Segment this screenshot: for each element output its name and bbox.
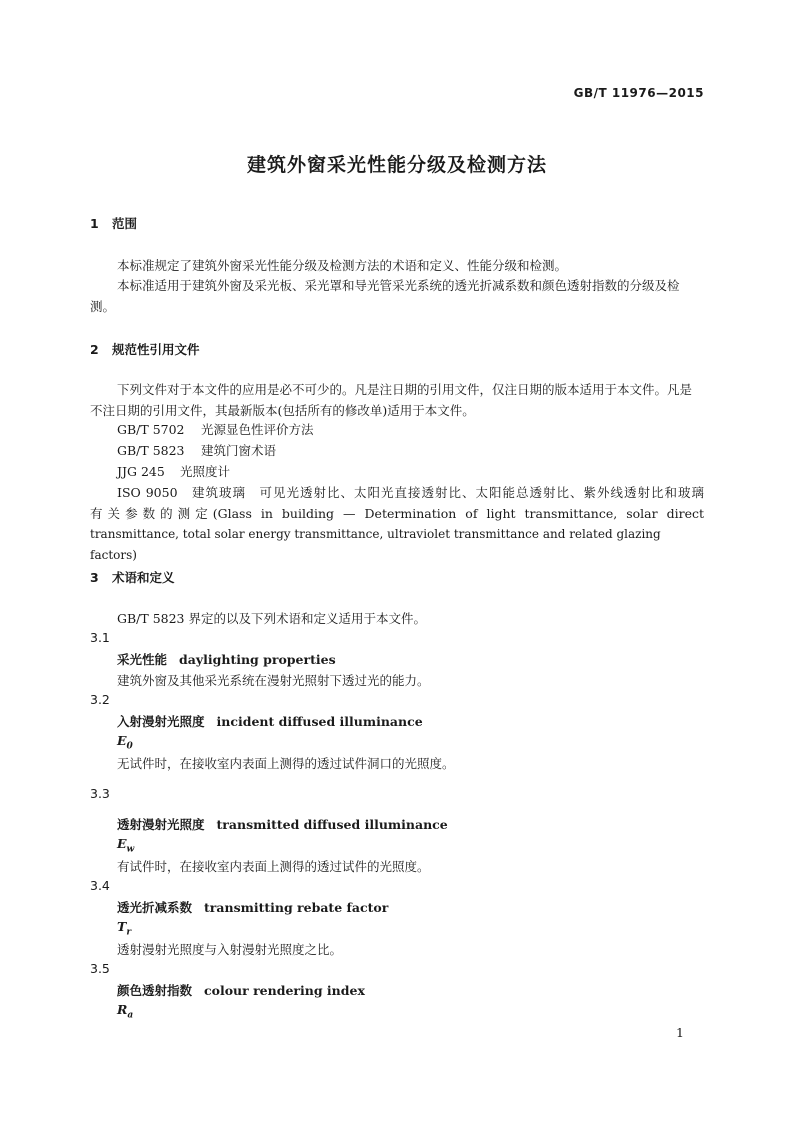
term-symbol: [117, 733, 133, 752]
symbol-subscript: 0: [126, 741, 133, 752]
standard-code: GB/T 11976—2015: [573, 86, 704, 100]
reference-title: 建筑门窗术语: [201, 443, 277, 458]
reference-title: 光源显色性评价方法: [201, 422, 314, 437]
term-zh: 采光性能: [117, 652, 168, 667]
reference-title: 光照度计: [180, 464, 231, 479]
paragraph: GB/T 5823 界定的以及下列术语和定义适用于本文件。: [117, 611, 426, 626]
term-definition: 透射漫射光照度与入射漫射光照度之比。: [117, 942, 343, 957]
reference-iso-line: 有关参数的测定(Glass in building — Determination of light transmittance, solar direct: [90, 506, 704, 521]
section-number: 1: [90, 216, 99, 231]
section-number: 3: [90, 570, 99, 585]
section-number: 2: [90, 342, 99, 357]
symbol-subscript: r: [126, 927, 132, 938]
symbol-letter: R: [117, 1002, 128, 1017]
term-zh: 颜色透射指数: [117, 983, 193, 998]
term-en: colour rendering index: [204, 983, 365, 998]
term-zh: 透光折减系数: [117, 900, 193, 915]
term-zh: 透射漫射光照度: [117, 817, 205, 832]
term-definition: 建筑外窗及其他采光系统在漫射光照射下透过光的能力。: [117, 673, 430, 688]
term-heading: [117, 981, 365, 999]
paragraph: 本标准适用于建筑外窗及采光板、采光罩和导光管采光系统的透光折减系数和颜色透射指数的分级及检测。: [90, 278, 680, 314]
section-1-heading: [90, 214, 137, 232]
section-2-heading: [90, 340, 200, 358]
term-heading: [117, 898, 388, 916]
reference-code: GB/T 5702: [117, 422, 185, 437]
term-number: 3.5: [90, 961, 110, 976]
term-number: 3.4: [90, 878, 110, 893]
term-symbol: [117, 836, 134, 855]
paragraph: 下列文件对于本文件的应用是必不可少的。凡是注日期的引用文件，仅注日期的版本适用于本文件。凡是不注日期的引用文件，其最新版本(包括所有的修改单)适用于本文件。: [90, 382, 693, 418]
reference-iso-line: ISO 9050 建筑玻璃 可见光透射比、太阳光直接透射比、太阳能总透射比、紫外线透射比和玻璃: [117, 485, 704, 500]
term-zh: 入射漫射光照度: [117, 714, 205, 729]
term-en: incident diffused illuminance: [216, 714, 423, 729]
term-heading: [117, 712, 423, 730]
reference-code: GB/T 5823: [117, 443, 185, 458]
reference-code: JJG 245: [117, 464, 165, 479]
section-title: 规范性引用文件: [112, 342, 200, 357]
term-symbol: [117, 1002, 133, 1021]
term-heading: [117, 650, 336, 668]
symbol-subscript: a: [127, 1010, 134, 1021]
term-en: daylighting properties: [179, 652, 336, 667]
document-title: 建筑外窗采光性能分级及检测方法: [246, 154, 547, 176]
term-definition: 有试件时，在接收室内表面上测得的透过试件的光照度。: [117, 859, 430, 874]
term-symbol: [117, 919, 131, 938]
term-number: 3.1: [90, 630, 110, 645]
section-title: 术语和定义: [112, 570, 175, 585]
section-title: 范围: [112, 216, 138, 231]
symbol-letter: T: [117, 919, 127, 934]
term-number: 3.2: [90, 692, 110, 707]
term-heading: [117, 815, 448, 833]
section-3-heading: [90, 568, 175, 586]
paragraph: 本标准规定了建筑外窗采光性能分级及检测方法的术语和定义、性能分级和检测。: [117, 258, 568, 273]
reference-item: [117, 462, 230, 480]
symbol-letter: E: [117, 836, 127, 851]
term-en: transmitted diffused illuminance: [216, 817, 448, 832]
term-en: transmitting rebate factor: [204, 900, 389, 915]
reference-item: [117, 441, 276, 459]
page-number: 1: [676, 1025, 684, 1040]
symbol-subscript: w: [126, 844, 135, 855]
symbol-letter: E: [117, 733, 127, 748]
reference-item: [117, 420, 314, 438]
term-definition: 无试件时，在接收室内表面上测得的透过试件洞口的光照度。: [117, 756, 455, 771]
term-number: 3.3: [90, 786, 110, 801]
reference-iso-line: transmittance, total solar energy transmittance, ultraviolet transmittance and related glazing factors): [90, 527, 661, 562]
